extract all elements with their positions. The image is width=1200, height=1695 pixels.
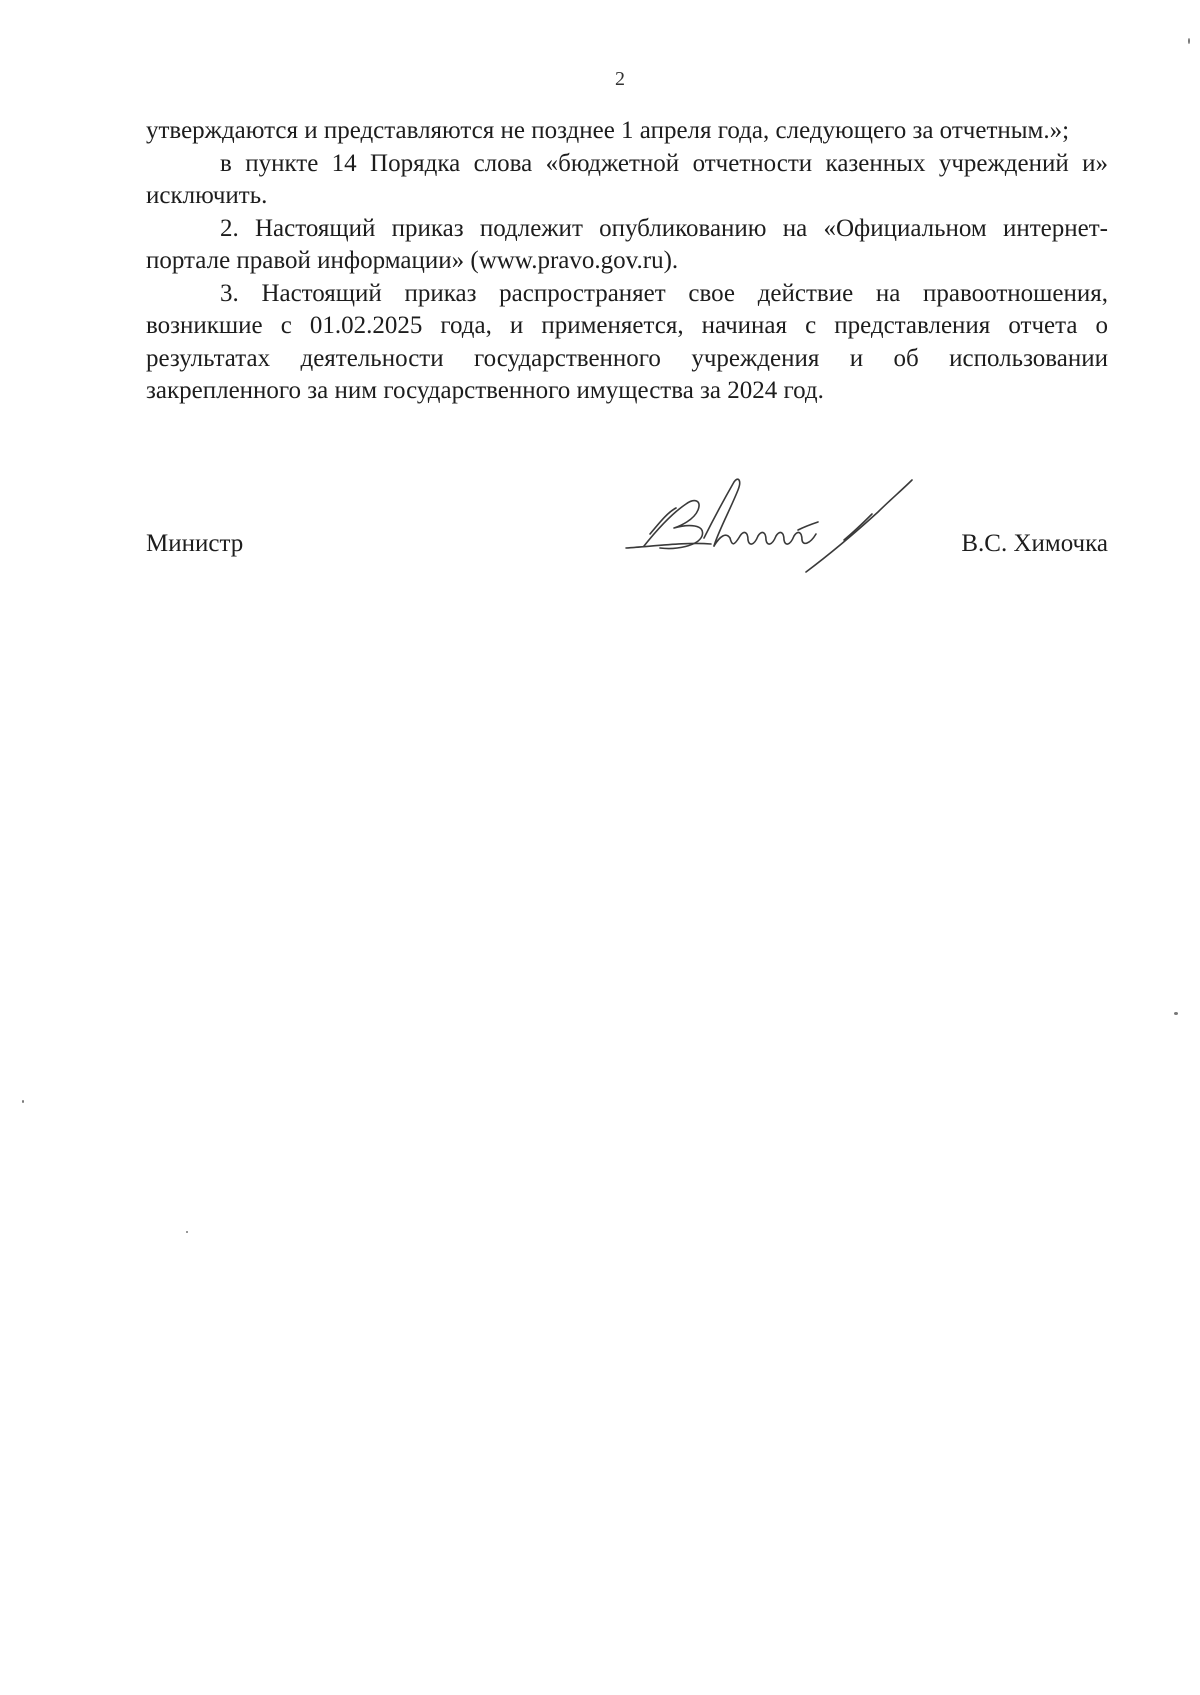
document-body — [146, 115, 1108, 408]
handwritten-signature — [616, 476, 936, 576]
signature-block — [146, 476, 1108, 566]
paragraph-effective-date: 3. Настоящий приказ распространяет свое действие на правоотношения, возникшие с 01.02.2025 года, и применяется, начиная с представления отчета о результатах деятельности государственного учреждения и об использовании закрепленного за ним государственного имущества за 2024 год. — [146, 279, 1108, 404]
paragraph-item-14: в пункте 14 Порядка слова «бюджетной отчетности казенных учреждений и» исключить. — [146, 149, 1108, 209]
signatory-position: Министр — [146, 530, 244, 557]
scan-speck — [22, 1100, 24, 1103]
page-number: 2 — [615, 68, 625, 90]
paragraph-continuation: утверждаются и представляются не позднее 1 апреля года, следующего за отчетным.»; — [146, 117, 1070, 144]
paragraph-publication: 2. Настоящий приказ подлежит опубликованию на «Официальном интернет-портале правой информации» (www.pravo.gov.ru). — [146, 214, 1108, 274]
scan-speck — [1188, 38, 1190, 44]
scan-speck — [1174, 1012, 1178, 1015]
signatory-name: В.С. Химочка — [961, 530, 1108, 557]
scan-speck — [186, 1231, 188, 1233]
